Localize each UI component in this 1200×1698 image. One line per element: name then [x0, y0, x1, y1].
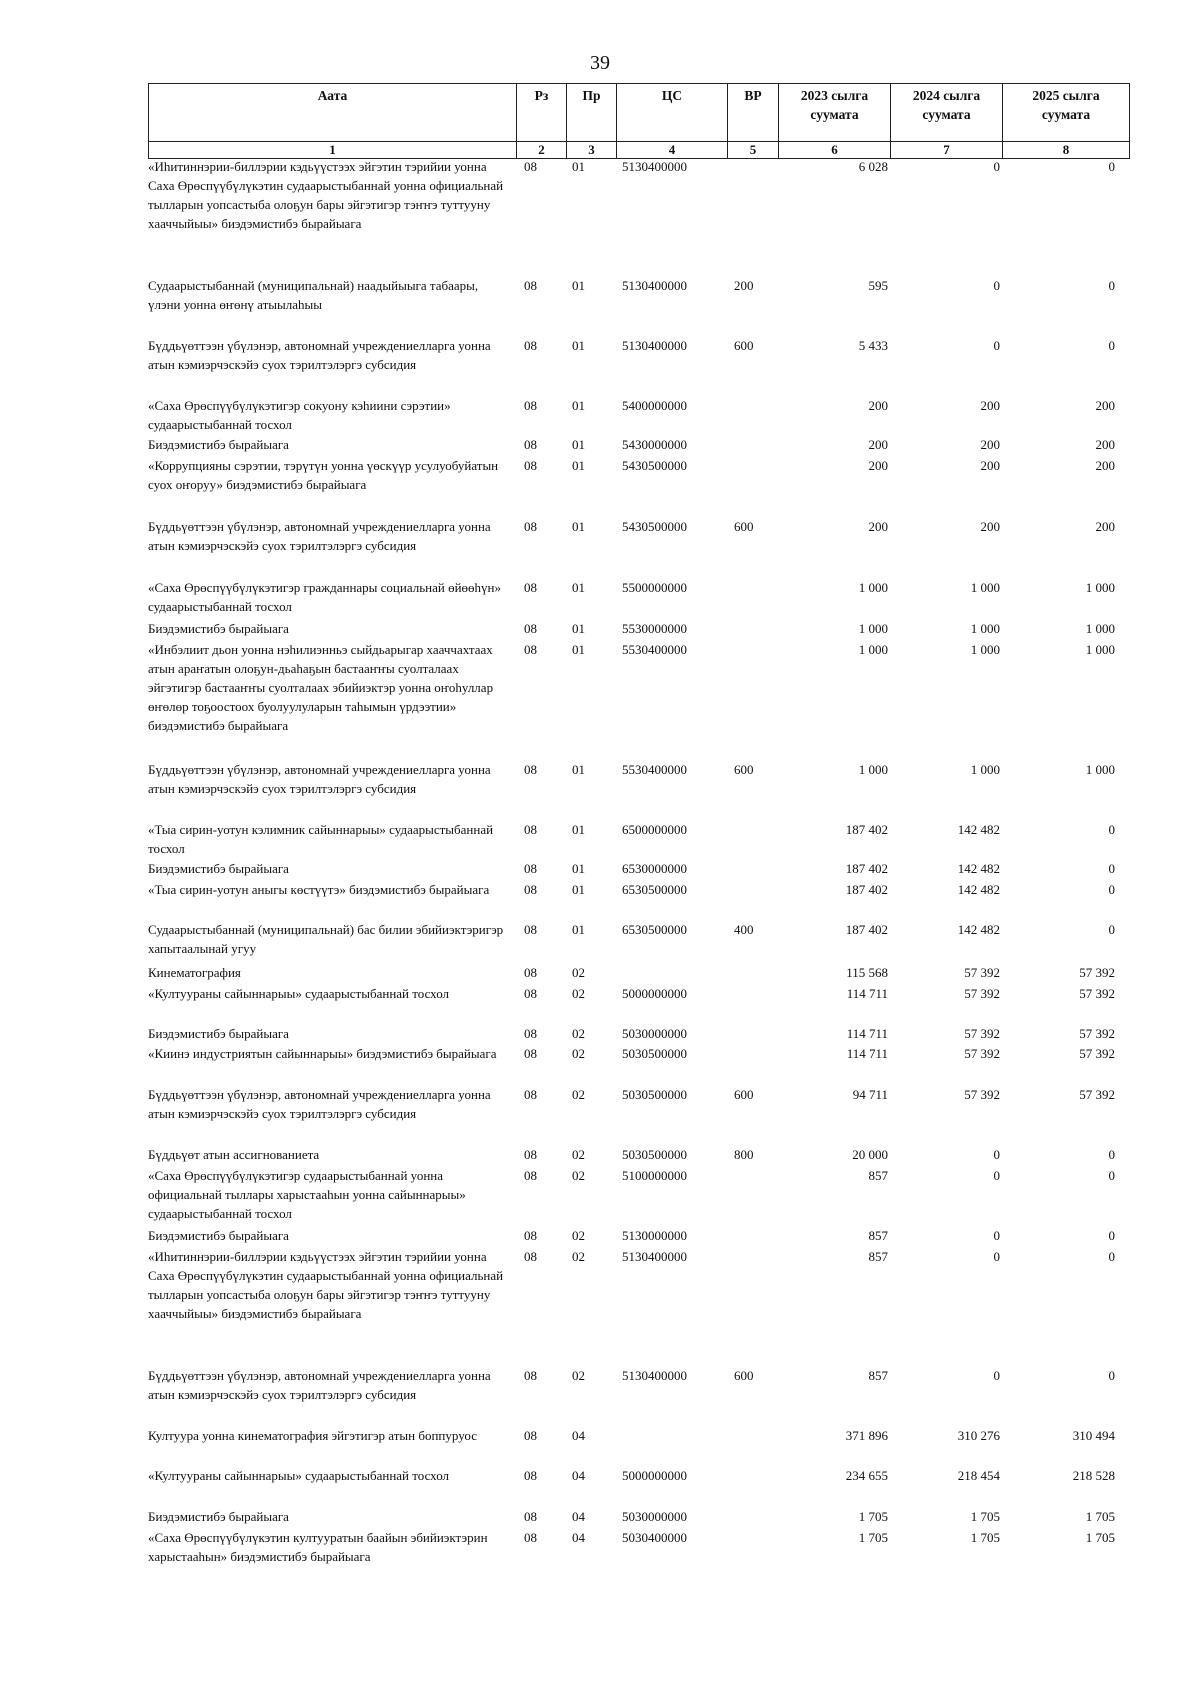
header-rz: Рз	[516, 83, 566, 141]
row-2025: 0	[1108, 159, 1115, 174]
row-cs: 5030500000	[622, 1046, 687, 1061]
row-pr: 01	[572, 861, 585, 876]
row-2023: 595	[868, 278, 888, 293]
row-rz: 08	[524, 822, 537, 837]
row-2025: 1 000	[1085, 642, 1115, 657]
row-2023: 857	[868, 1168, 888, 1183]
row-cs: 5130400000	[622, 338, 687, 353]
row-2025: 1 000	[1085, 762, 1115, 777]
row-cs: 6530500000	[622, 882, 687, 897]
page-number: 39	[590, 52, 610, 74]
row-name: «Коррупцияны сэрэтии, тэрүтүн уонна үөскүүр усулуобуйатын суох оҥоруу» биэдэмистибэ бырайыага	[148, 458, 499, 492]
row-rz: 08	[524, 519, 537, 534]
row-2024: 0	[993, 338, 1000, 353]
row-2023: 857	[868, 1249, 888, 1264]
row-name: Бүддьүөттээн үбүлэнэр, автономнай учреждениелларга уонна атын кэмиэрчэскэйэ суох тэрилтэлэргэ субсидия	[148, 519, 491, 553]
row-name: Кинематография	[148, 965, 241, 980]
row-pr: 01	[572, 519, 585, 534]
row-pr: 02	[572, 965, 585, 980]
row-name: Биэдэмистибэ бырайыага	[148, 1228, 289, 1243]
row-2023: 114 711	[846, 986, 888, 1001]
row-name: «Саха Өрөспүүбүлүкэтин култууратын баайын эбийиэктэрин харыстааһын» биэдэмистибэ бырайыага	[148, 1530, 488, 1564]
row-name: Бүддьүөт атын ассигнованиета	[148, 1147, 320, 1162]
row-name: Биэдэмистибэ бырайыага	[148, 1026, 289, 1041]
row-rz: 08	[524, 1509, 537, 1524]
row-rz: 08	[524, 458, 537, 473]
row-2025: 0	[1108, 882, 1115, 897]
row-name: Судаарыстыбаннай (муниципальнай) наадыйыыга табаары, үлэни уонна өҥөнү атыылаһыы	[148, 278, 479, 312]
row-2025: 0	[1108, 861, 1115, 876]
row-2024: 1 000	[970, 580, 1000, 595]
row-rz: 08	[524, 1428, 537, 1443]
row-2023: 187 402	[845, 922, 888, 937]
row-2025: 57 392	[1079, 986, 1115, 1001]
row-rz: 08	[524, 1147, 537, 1162]
row-name: «Саха Өрөспүүбүлүкэтигэр сокуону кэһиини сэрэтии» судаарыстыбаннай тосхол	[148, 398, 451, 432]
row-2023: 1 000	[858, 642, 888, 657]
row-rz: 08	[524, 1168, 537, 1183]
row-name: «Иһитиннэрии-биллэрии кэдьүүстээх эйгэтин тэрийии уонна Саха Өрөспүүбүлүкэтин судаарыстыбаннай уонна официальнай тылларын уопсастыба олоҕун бары эйгэтигэр тэҥҥэ туттууну хааччыйыы» биэдэмистибэ бырайыага	[148, 159, 504, 231]
row-pr: 01	[572, 278, 585, 293]
row-name: Бүддьүөттээн үбүлэнэр, автономнай учреждениелларга уонна атын кэмиэрчэскэйэ суох тэрилтэлэргэ субсидия	[148, 1087, 491, 1121]
row-cs: 5130400000	[622, 1249, 687, 1264]
row-cs: 5030400000	[622, 1530, 687, 1545]
row-vr: 400	[734, 922, 754, 937]
row-2023: 94 711	[852, 1087, 888, 1102]
row-pr: 02	[572, 1368, 585, 1383]
row-name: Биэдэмистибэ бырайыага	[148, 861, 289, 876]
row-pr: 01	[572, 580, 585, 595]
col-number-4: 4	[616, 141, 727, 159]
col-number-8: 8	[1002, 141, 1130, 159]
row-rz: 08	[524, 861, 537, 876]
row-rz: 08	[524, 159, 537, 174]
row-cs: 5430500000	[622, 519, 687, 534]
row-pr: 01	[572, 437, 585, 452]
row-cs: 5130400000	[622, 159, 687, 174]
row-pr: 04	[572, 1509, 585, 1524]
row-name: «Иһитиннэрии-биллэрии кэдьүүстээх эйгэтин тэрийии уонна Саха Өрөспүүбүлүкэтин судаарыстыбаннай уонна официальнай тылларын уопсастыба олоҕун бары эйгэтигэр тэҥҥэ туттууну хааччыйыы» биэдэмистибэ бырайыага	[148, 1249, 504, 1321]
row-rz: 08	[524, 1530, 537, 1545]
row-2024: 310 276	[957, 1428, 1000, 1443]
row-2025: 57 392	[1079, 965, 1115, 980]
row-vr: 600	[734, 519, 754, 534]
row-2024: 142 482	[957, 822, 1000, 837]
row-2025: 0	[1108, 1368, 1115, 1383]
row-2024: 0	[993, 1368, 1000, 1383]
row-name: Бүддьүөттээн үбүлэнэр, автономнай учреждениелларга уонна атын кэмиэрчэскэйэ суох тэрилтэлэргэ субсидия	[148, 762, 491, 796]
row-pr: 01	[572, 882, 585, 897]
row-cs: 5130000000	[622, 1228, 687, 1243]
row-2025: 218 528	[1072, 1468, 1115, 1483]
row-2025: 0	[1108, 822, 1115, 837]
row-2023: 371 896	[845, 1428, 888, 1443]
row-rz: 08	[524, 580, 537, 595]
row-rz: 08	[524, 398, 537, 413]
header-name: Аата	[148, 83, 516, 141]
row-name: Бүддьүөттээн үбүлэнэр, автономнай учреждениелларга уонна атын кэмиэрчэскэйэ суох тэрилтэлэргэ субсидия	[148, 1368, 491, 1402]
row-2025: 57 392	[1079, 1026, 1115, 1041]
row-pr: 02	[572, 1087, 585, 1102]
row-2024: 142 482	[957, 882, 1000, 897]
row-rz: 08	[524, 1249, 537, 1264]
row-2023: 1 705	[858, 1530, 888, 1545]
row-rz: 08	[524, 621, 537, 636]
row-cs: 5030000000	[622, 1026, 687, 1041]
row-2025: 200	[1095, 398, 1115, 413]
row-name: «Инбэлиит дьон уонна нэһилиэнньэ сыйдьарыгар хааччахтаах атын араҥатын олоҕун-дьаһаҕын бастааҥҥы суолталаах эйгэтигэр бастааҥҥы суолталаах эбийиэктэр уонна оҥоһуллар өҥөлөр тоҕоостоох буолуулуларын таһымын үрдээтии» биэдэмистибэ бырайыага	[148, 642, 494, 733]
row-cs: 5000000000	[622, 986, 687, 1001]
row-2023: 234 655	[845, 1468, 888, 1483]
row-cs: 5130400000	[622, 1368, 687, 1383]
row-cs: 5430500000	[622, 458, 687, 473]
row-rz: 08	[524, 1026, 537, 1041]
header-2024: 2024 сылга суумата	[890, 83, 1002, 141]
row-2024: 0	[993, 1249, 1000, 1264]
row-pr: 02	[572, 1147, 585, 1162]
row-pr: 01	[572, 642, 585, 657]
row-name: Култуура уонна кинематография эйгэтигэр атын боппуруос	[148, 1428, 477, 1443]
col-number-6: 6	[778, 141, 890, 159]
row-cs: 5030500000	[622, 1147, 687, 1162]
header-2023: 2023 сылга суумата	[778, 83, 890, 141]
row-pr: 01	[572, 159, 585, 174]
col-number-3: 3	[566, 141, 616, 159]
row-2025: 0	[1108, 338, 1115, 353]
row-2024: 1 705	[970, 1509, 1000, 1524]
row-pr: 02	[572, 1228, 585, 1243]
row-cs: 6530000000	[622, 861, 687, 876]
col-number-1: 1	[148, 141, 516, 159]
row-cs: 5400000000	[622, 398, 687, 413]
row-2023: 200	[868, 437, 888, 452]
row-rz: 08	[524, 965, 537, 980]
col-number-2: 2	[516, 141, 566, 159]
row-2023: 187 402	[845, 882, 888, 897]
row-2023: 1 705	[858, 1509, 888, 1524]
row-2023: 1 000	[858, 762, 888, 777]
row-2025: 0	[1108, 1249, 1115, 1264]
row-2025: 1 000	[1085, 580, 1115, 595]
row-2024: 57 392	[964, 1046, 1000, 1061]
row-name: «Култуураны сайыннарыы» судаарыстыбаннай тосхол	[148, 1468, 450, 1483]
row-cs: 5430000000	[622, 437, 687, 452]
row-name: Биэдэмистибэ бырайыага	[148, 621, 289, 636]
row-2025: 1 000	[1085, 621, 1115, 636]
row-2025: 0	[1108, 1168, 1115, 1183]
row-vr: 600	[734, 1087, 754, 1102]
row-cs: 5530400000	[622, 762, 687, 777]
row-2023: 187 402	[845, 861, 888, 876]
row-name: «Тыа сирин-уотун кэлимник сайыннарыы» судаарыстыбаннай тосхол	[148, 822, 494, 856]
row-2025: 0	[1108, 1228, 1115, 1243]
row-pr: 01	[572, 398, 585, 413]
col-number-7: 7	[890, 141, 1002, 159]
row-rz: 08	[524, 1228, 537, 1243]
row-pr: 02	[572, 986, 585, 1001]
row-pr: 02	[572, 1026, 585, 1041]
row-cs: 5530000000	[622, 621, 687, 636]
row-rz: 08	[524, 986, 537, 1001]
row-2023: 857	[868, 1228, 888, 1243]
row-2025: 200	[1095, 458, 1115, 473]
row-2023: 20 000	[852, 1147, 888, 1162]
row-name: «Саха Өрөспүүбүлүкэтигэр гражданнары социальнай өйөөһүн» судаарыстыбаннай тосхол	[148, 580, 501, 614]
row-cs: 6530500000	[622, 922, 687, 937]
row-pr: 02	[572, 1249, 585, 1264]
row-2024: 142 482	[957, 861, 1000, 876]
row-rz: 08	[524, 882, 537, 897]
row-cs: 5500000000	[622, 580, 687, 595]
row-rz: 08	[524, 278, 537, 293]
row-name: «Киинэ индустриятын сайыннарыы» биэдэмистибэ бырайыага	[148, 1046, 497, 1061]
row-2024: 200	[980, 398, 1000, 413]
row-2025: 57 392	[1079, 1087, 1115, 1102]
row-vr: 600	[734, 762, 754, 777]
row-name: Биэдэмистибэ бырайыага	[148, 437, 289, 452]
row-pr: 01	[572, 621, 585, 636]
row-name: Судаарыстыбаннай (муниципальнай) бас билии эбийиэктэригэр хапытаалынай угуу	[148, 922, 504, 956]
row-2024: 0	[993, 1228, 1000, 1243]
header-cs: ЦС	[616, 83, 727, 141]
row-2024: 200	[980, 519, 1000, 534]
row-vr: 200	[734, 278, 754, 293]
row-pr: 01	[572, 922, 585, 937]
row-2023: 187 402	[845, 822, 888, 837]
row-rz: 08	[524, 642, 537, 657]
row-vr: 600	[734, 1368, 754, 1383]
row-rz: 08	[524, 762, 537, 777]
row-2025: 0	[1108, 278, 1115, 293]
row-rz: 08	[524, 437, 537, 452]
row-2025: 57 392	[1079, 1046, 1115, 1061]
row-2025: 200	[1095, 519, 1115, 534]
row-2023: 200	[868, 519, 888, 534]
row-name: Бүддьүөттээн үбүлэнэр, автономнай учреждениелларга уонна атын кэмиэрчэскэйэ суох тэрилтэлэргэ субсидия	[148, 338, 491, 372]
row-2024: 0	[993, 1168, 1000, 1183]
row-cs: 5530400000	[622, 642, 687, 657]
row-pr: 04	[572, 1468, 585, 1483]
row-cs: 5030500000	[622, 1087, 687, 1102]
row-rz: 08	[524, 922, 537, 937]
row-2023: 1 000	[858, 580, 888, 595]
row-2024: 1 705	[970, 1530, 1000, 1545]
row-rz: 08	[524, 1368, 537, 1383]
row-2024: 200	[980, 437, 1000, 452]
row-pr: 02	[572, 1046, 585, 1061]
row-2025: 1 705	[1085, 1530, 1115, 1545]
row-2024: 142 482	[957, 922, 1000, 937]
row-name: Биэдэмистибэ бырайыага	[148, 1509, 289, 1524]
row-vr: 800	[734, 1147, 754, 1162]
row-2024: 1 000	[970, 621, 1000, 636]
row-2025: 1 705	[1085, 1509, 1115, 1524]
row-2023: 115 568	[846, 965, 888, 980]
row-cs: 5100000000	[622, 1168, 687, 1183]
row-2025: 200	[1095, 437, 1115, 452]
row-2023: 857	[868, 1368, 888, 1383]
row-pr: 01	[572, 762, 585, 777]
row-2023: 114 711	[846, 1026, 888, 1041]
header-2025: 2025 сылга суумата	[1002, 83, 1130, 141]
row-2023: 5 433	[858, 338, 888, 353]
row-name: «Саха Өрөспүүбүлүкэтигэр судаарыстыбаннай уонна официальнай тыллары харыстааһын уонна сайыннарыы» судаарыстыбаннай тосхол	[148, 1168, 466, 1221]
row-2023: 200	[868, 398, 888, 413]
row-pr: 01	[572, 822, 585, 837]
row-rz: 08	[524, 338, 537, 353]
row-vr: 600	[734, 338, 754, 353]
row-2023: 1 000	[858, 621, 888, 636]
row-cs: 5030000000	[622, 1509, 687, 1524]
row-rz: 08	[524, 1468, 537, 1483]
row-2025: 0	[1108, 1147, 1115, 1162]
row-name: «Тыа сирин-уотун аныгы көстүүтэ» биэдэмистибэ бырайыага	[148, 882, 490, 897]
table-header	[148, 83, 1130, 159]
header-vr: ВР	[727, 83, 778, 141]
row-rz: 08	[524, 1087, 537, 1102]
row-cs: 6500000000	[622, 822, 687, 837]
row-2025: 0	[1108, 922, 1115, 937]
row-2024: 0	[993, 159, 1000, 174]
row-pr: 01	[572, 338, 585, 353]
row-2024: 57 392	[964, 1087, 1000, 1102]
col-number-5: 5	[727, 141, 778, 159]
row-2024: 1 000	[970, 762, 1000, 777]
row-2024: 200	[980, 458, 1000, 473]
row-2023: 114 711	[846, 1046, 888, 1061]
row-2025: 310 494	[1072, 1428, 1115, 1443]
row-2024: 218 454	[957, 1468, 1000, 1483]
row-2024: 57 392	[964, 1026, 1000, 1041]
row-pr: 04	[572, 1530, 585, 1545]
row-2023: 200	[868, 458, 888, 473]
header-pr: Пр	[566, 83, 616, 141]
row-rz: 08	[524, 1046, 537, 1061]
row-pr: 04	[572, 1428, 585, 1443]
row-2024: 57 392	[964, 965, 1000, 980]
row-cs: 5000000000	[622, 1468, 687, 1483]
row-2024: 1 000	[970, 642, 1000, 657]
row-2024: 0	[993, 278, 1000, 293]
row-pr: 01	[572, 458, 585, 473]
row-name: «Култуураны сайыннарыы» судаарыстыбаннай тосхол	[148, 986, 450, 1001]
row-cs: 5130400000	[622, 278, 687, 293]
row-2024: 57 392	[964, 986, 1000, 1001]
row-2024: 0	[993, 1147, 1000, 1162]
row-pr: 02	[572, 1168, 585, 1183]
row-2023: 6 028	[858, 159, 888, 174]
